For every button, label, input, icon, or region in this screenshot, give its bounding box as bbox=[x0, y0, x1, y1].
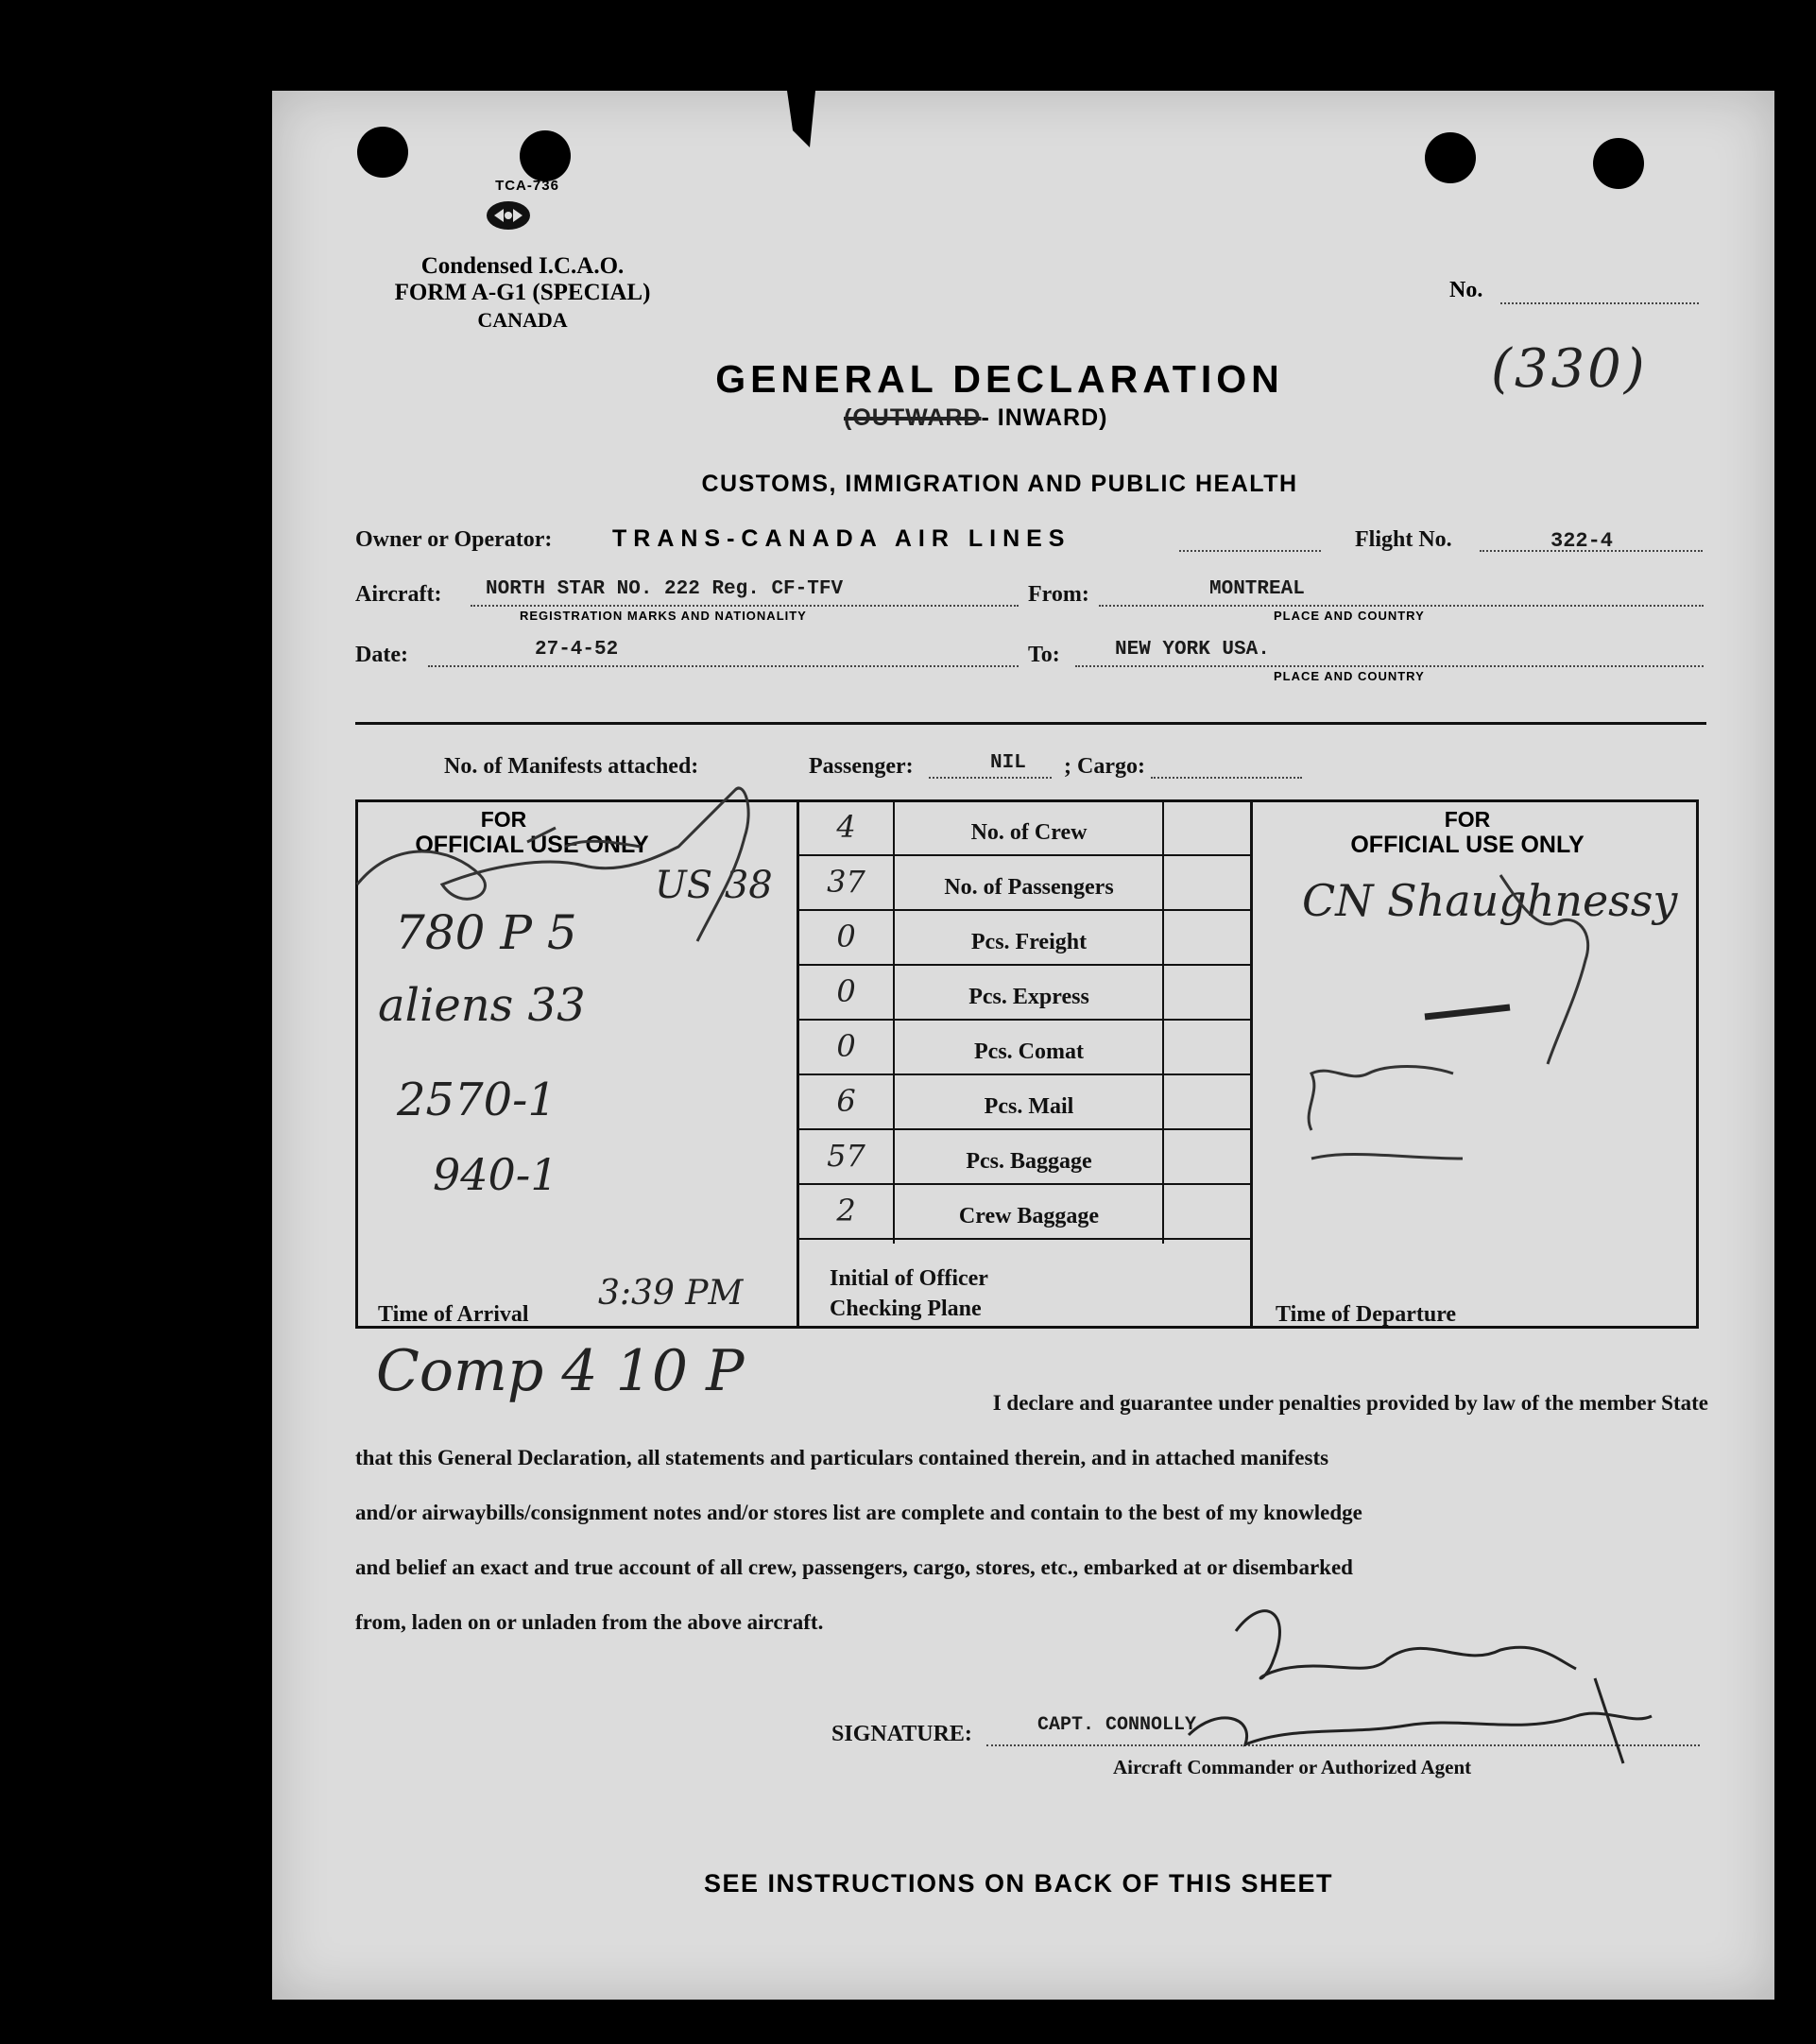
aircraft-caption: REGISTRATION MARKS AND NATIONALITY bbox=[520, 609, 807, 623]
table-row-value: 4 bbox=[836, 809, 856, 845]
flight-label: Flight No. bbox=[1355, 527, 1452, 552]
flight-line bbox=[1480, 550, 1703, 552]
handwritten-scribble-icon bbox=[1293, 847, 1689, 1187]
form-title-1: Condensed I.C.A.O. bbox=[420, 253, 625, 279]
signature-caption: Aircraft Commander or Authorized Agent bbox=[1113, 1756, 1472, 1778]
right-heading-2: OFFICIAL USE ONLY bbox=[1350, 832, 1585, 858]
table-value-divider bbox=[893, 799, 895, 1244]
table-row-value: 0 bbox=[836, 919, 856, 954]
airline-logo-icon bbox=[485, 199, 532, 232]
to-line bbox=[1075, 665, 1704, 667]
table-row-rule bbox=[797, 909, 1252, 911]
direction-inward: - INWARD) bbox=[981, 404, 1108, 431]
handwritten-number: (330) bbox=[1491, 338, 1648, 400]
table-row-value: 57 bbox=[827, 1138, 865, 1174]
table-row-rule bbox=[797, 1019, 1252, 1021]
officer-label-2: Checking Plane bbox=[830, 1297, 982, 1321]
table-row-rule bbox=[797, 1183, 1252, 1185]
table-row-value: 2 bbox=[836, 1193, 856, 1228]
form-title-3: CANADA bbox=[477, 308, 568, 332]
subtitle: CUSTOMS, IMMIGRATION AND PUBLIC HEALTH bbox=[701, 471, 1298, 497]
form-sheet bbox=[272, 91, 1774, 2000]
left-heading-1: FOR bbox=[480, 807, 527, 832]
to-caption: PLACE AND COUNTRY bbox=[1274, 669, 1425, 683]
left-heading-2: OFFICIAL USE ONLY bbox=[415, 832, 649, 858]
table-row-label: Pcs. Freight bbox=[970, 930, 1088, 954]
left-note: aliens 33 bbox=[378, 979, 586, 1032]
owner-value: TRANS-CANADA AIR LINES bbox=[612, 525, 1071, 552]
arrival-value: 3:39 PM bbox=[598, 1274, 744, 1313]
right-heading-1: FOR bbox=[1444, 807, 1491, 832]
table-row-label: Pcs. Mail bbox=[984, 1094, 1074, 1119]
struck-outward: (OUTWARD bbox=[844, 404, 982, 431]
to-value: NEW YORK USA. bbox=[1115, 639, 1270, 661]
right-note: CN Shaughnessy bbox=[1302, 875, 1678, 926]
aircraft-value: NORTH STAR NO. 222 Reg. CF-TFV bbox=[486, 578, 844, 600]
table-divider-right bbox=[1250, 799, 1253, 1329]
table-row-label: Pcs. Comat bbox=[974, 1039, 1084, 1064]
from-line bbox=[1099, 605, 1704, 607]
owner-label: Owner or Operator: bbox=[355, 527, 553, 552]
declaration-line-4: and belief an exact and true account of all crew, passengers, cargo, stores, etc., embarked at or disembarked bbox=[355, 1555, 1353, 1579]
table-row-label: Crew Baggage bbox=[958, 1204, 1100, 1228]
table-row-value: 0 bbox=[836, 1028, 856, 1064]
declaration-line-2: that this General Declaration, all statements and particulars contained therein, and in attached manifests bbox=[355, 1446, 1329, 1469]
direction-line bbox=[844, 404, 1107, 432]
table-row-rule bbox=[797, 1238, 1252, 1240]
manifests-label: No. of Manifests attached: bbox=[444, 754, 699, 779]
table-row-rule bbox=[797, 1128, 1252, 1130]
separator-line bbox=[355, 722, 1706, 725]
handwritten-scribble-icon bbox=[338, 752, 830, 960]
left-note: 780 P 5 bbox=[395, 905, 577, 960]
left-note: 940-1 bbox=[433, 1149, 558, 1200]
passenger-line bbox=[929, 777, 1052, 779]
comp-note: Comp 4 10 P bbox=[376, 1338, 745, 1404]
date-label: Date: bbox=[355, 643, 408, 667]
handwritten-signature-icon bbox=[1179, 1574, 1670, 1801]
table-row-label: No. of Crew bbox=[970, 820, 1088, 845]
cargo-line bbox=[1151, 777, 1302, 779]
officer-label-1: Initial of Officer bbox=[830, 1266, 988, 1291]
no-label: No. bbox=[1449, 278, 1483, 302]
declaration-line-1: I declare and guarantee under penalties provided by law of the member State bbox=[992, 1391, 1708, 1415]
table-row-rule bbox=[797, 1074, 1252, 1075]
from-value: MONTREAL bbox=[1209, 578, 1305, 600]
punch-hole bbox=[357, 127, 408, 178]
table-row-label: No. of Passengers bbox=[944, 875, 1114, 900]
table-row-label: Pcs. Express bbox=[968, 985, 1089, 1009]
table-row-rule bbox=[797, 964, 1252, 966]
aircraft-line bbox=[471, 605, 1019, 607]
declaration-line-3: and/or airwaybills/consignment notes and/or stores list are complete and contain to the best of my knowledge bbox=[355, 1501, 1362, 1524]
departure-label: Time of Departure bbox=[1276, 1302, 1457, 1327]
page-title: GENERAL DECLARATION bbox=[715, 357, 1284, 401]
owner-line bbox=[1179, 550, 1321, 552]
punch-hole bbox=[1425, 132, 1476, 183]
flight-value: 322-4 bbox=[1550, 529, 1614, 553]
declaration-line-5: from, laden on or unladen from the above aircraft. bbox=[355, 1610, 824, 1634]
table-check-divider bbox=[1162, 799, 1164, 1244]
date-line bbox=[428, 665, 1019, 667]
from-caption: PLACE AND COUNTRY bbox=[1274, 609, 1425, 623]
aircraft-label: Aircraft: bbox=[355, 582, 442, 607]
cargo-label: ; Cargo: bbox=[1064, 754, 1145, 779]
table-row-value: 37 bbox=[827, 864, 865, 900]
passenger-label: Passenger: bbox=[809, 754, 914, 779]
table-row-value: 6 bbox=[836, 1083, 856, 1119]
signature-label: SIGNATURE: bbox=[831, 1722, 972, 1746]
table-row-rule bbox=[797, 854, 1252, 856]
footer-instructions: SEE INSTRUCTIONS ON BACK OF THIS SHEET bbox=[703, 1869, 1334, 1898]
left-note: 2570-1 bbox=[397, 1074, 557, 1126]
from-label: From: bbox=[1028, 582, 1089, 607]
date-value: 27-4-52 bbox=[535, 639, 619, 661]
torn-notch bbox=[787, 91, 815, 147]
left-note: US 38 bbox=[655, 864, 773, 907]
signature-typed: CAPT. CONNOLLY bbox=[1037, 1714, 1197, 1736]
form-title-2: FORM A-G1 (SPECIAL) bbox=[394, 280, 651, 305]
table-row-value: 0 bbox=[836, 973, 856, 1009]
to-label: To: bbox=[1028, 643, 1060, 667]
table-row-label: Pcs. Baggage bbox=[966, 1149, 1092, 1174]
arrival-label: Time of Arrival bbox=[378, 1302, 529, 1327]
form-code: TCA-736 bbox=[495, 178, 559, 194]
punch-hole bbox=[1593, 138, 1644, 189]
passenger-value: NIL bbox=[990, 752, 1026, 774]
punch-hole bbox=[520, 130, 571, 181]
no-line bbox=[1500, 302, 1699, 304]
